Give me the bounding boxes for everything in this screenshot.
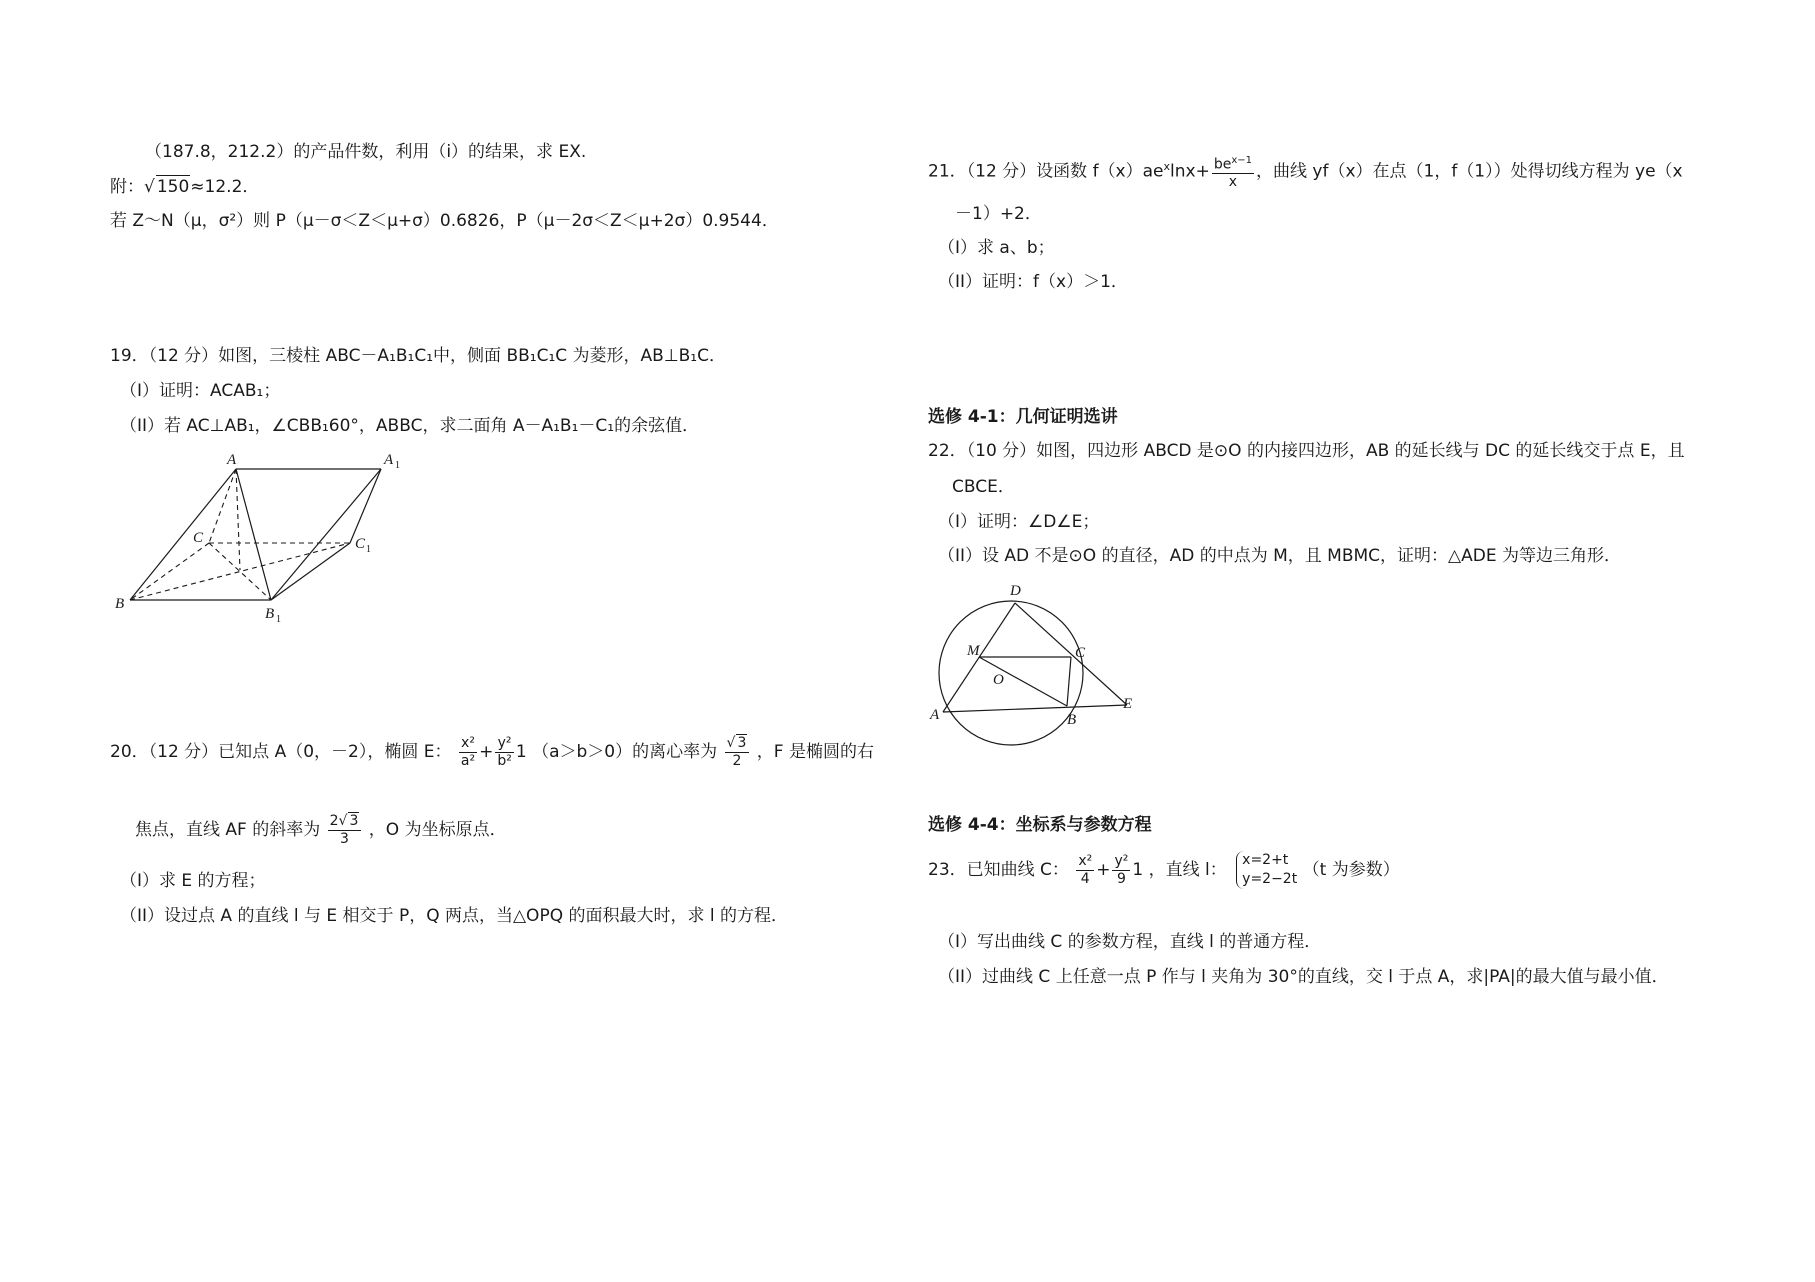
q22-line2: CBCE． xyxy=(952,477,1015,497)
label-A1: A xyxy=(384,452,394,468)
curve-x2: x² xyxy=(1078,852,1093,869)
q23-stem-a: 23．已知曲线 C： xyxy=(928,860,1069,880)
curve-y-term xyxy=(1112,853,1130,888)
appendix-prefix: 附： xyxy=(110,177,144,197)
ecc-num: 3 xyxy=(737,735,747,751)
q21-line2: －1）+2． xyxy=(955,204,1042,224)
label-A: A xyxy=(930,707,940,723)
section-4-4-heading: 选修 4-4：坐标系与参数方程 xyxy=(928,815,1152,835)
label-B1: B xyxy=(265,606,275,622)
ecc-den: 2 xyxy=(732,753,742,769)
q21-part2: （II）证明：f（x）＞1． xyxy=(938,272,1128,292)
label-E: E xyxy=(1123,696,1133,712)
curve-d2: 9 xyxy=(1116,870,1126,887)
q23-stem-b: ，直线 l： xyxy=(1148,860,1227,880)
ellipse-one: 1 xyxy=(515,742,527,762)
q20-part1: （I）求 E 的方程； xyxy=(120,871,266,891)
q21-frac-num: be xyxy=(1213,156,1232,173)
ellipse-x-term xyxy=(459,735,477,770)
q21-stem-b: lnx+ xyxy=(1170,161,1210,182)
q20-line2 xyxy=(135,808,507,852)
label-C: C xyxy=(193,530,204,546)
q20-stem-a: 20．（12 分）已知点 A（0，－2），椭圆 E： xyxy=(110,742,452,762)
q20-line2-b: ，O 为坐标原点． xyxy=(368,820,507,840)
label-C1: C xyxy=(355,536,366,552)
q20-stem-b: （a＞b＞0）的离心率为 xyxy=(532,742,718,762)
label-B: B xyxy=(115,596,125,612)
parametric-system xyxy=(1236,851,1297,889)
ellipse-x2: x² xyxy=(459,735,477,753)
circle-figure xyxy=(925,575,1150,755)
q21-stem-c: ，曲线 yf（x）在点（1，f（1））处得切线方程为 ye（x xyxy=(1256,161,1683,182)
q22-part2: （II）设 AD 不是⊙O 的直径，AD 的中点为 M，且 MBMC，证明：△ADE 为等边三角形． xyxy=(938,546,1621,566)
appendix-suffix: ≈12.2． xyxy=(190,177,260,197)
q21-stem-a: 21．（12 分）设函数 f（x）ae xyxy=(928,161,1164,182)
label-A1-sub: 1 xyxy=(395,460,400,471)
q21-part1: （I）求 a、b； xyxy=(938,238,1055,258)
q23-param-note: （t 为参数） xyxy=(1302,860,1400,880)
q21-stem xyxy=(928,145,1683,194)
slope-coef: 2 xyxy=(329,813,339,829)
appendix-line: 附：√ 150≈12.2． xyxy=(110,177,260,197)
slope-frac: $\frac{2√ 3}{3}$ xyxy=(328,812,362,848)
q23-stem xyxy=(928,848,1400,892)
q20-part2: （II）设过点 A 的直线 l 与 E 相交于 P，Q 两点，当△OPQ 的面积最大时，求 l 的方程． xyxy=(120,906,789,926)
label-M: M xyxy=(967,643,980,659)
curve-y2: y² xyxy=(1114,852,1129,869)
prism-figure xyxy=(105,448,415,628)
q22-stem: 22．（10 分）如图，四边形 ABCD 是⊙O 的内接四边形，AB 的延长线与 DC 的延长线交于点 E，且 xyxy=(928,441,1685,461)
curve-d1: 4 xyxy=(1080,870,1090,887)
q21-stem-sup: x xyxy=(1163,160,1171,173)
label-C1-sub: 1 xyxy=(366,544,371,555)
ellipse-b2: b² xyxy=(497,752,512,769)
label-C: C xyxy=(1075,645,1086,661)
q20-stem xyxy=(110,730,874,774)
q19-stem: 19．（12 分）如图，三棱柱 ABC－A₁B₁C₁中，侧面 BB₁C₁C 为菱形，AB⊥B₁C． xyxy=(110,346,726,366)
curve-x-term xyxy=(1076,853,1094,888)
q23-part1: （I）写出曲线 C 的参数方程，直线 l 的普通方程． xyxy=(938,932,1322,952)
curve-plus: + xyxy=(1096,860,1111,880)
q21-frac-sup: x−1 xyxy=(1231,154,1252,166)
label-B: B xyxy=(1067,712,1077,728)
normal-distribution-note: 若 Z～N（μ，σ²）则 P（μ－σ＜Z＜μ+σ）0.6826，P（μ－2σ＜Z＜μ+2σ）0.9544． xyxy=(110,211,779,231)
q19-part2: （II）若 AC⊥AB₁，∠CBB₁60°，ABBC，求二面角 A－A₁B₁－C₁的余弦值． xyxy=(120,416,700,436)
q21-frac xyxy=(1212,152,1254,192)
label-D: D xyxy=(1010,583,1021,599)
ellipse-a2: a² xyxy=(460,752,476,769)
q22-part1: （I）证明：∠D∠E； xyxy=(938,512,1100,532)
label-A: A xyxy=(227,452,237,468)
eccentricity-frac: $\frac{√ 3}{2}$ xyxy=(725,734,750,770)
q20-line2-a: 焦点，直线 AF 的斜率为 xyxy=(135,820,321,840)
ellipse-y2: y² xyxy=(495,735,514,753)
q20-stem-c: ，F 是椭圆的右 xyxy=(756,742,874,762)
ellipse-plus: + xyxy=(479,742,494,762)
slope-rad: 3 xyxy=(349,813,359,829)
param-eq-y: y=2−2t xyxy=(1242,871,1298,887)
section-4-1-heading: 选修 4-1：几何证明选讲 xyxy=(928,407,1118,427)
ellipse-y-term xyxy=(495,735,514,770)
param-eq-x: x=2+t xyxy=(1242,852,1289,868)
q21-frac-den: x xyxy=(1228,174,1238,191)
label-B1-sub: 1 xyxy=(276,614,281,625)
q19-part1: （I）证明：ACAB₁； xyxy=(120,381,281,401)
appendix-sqrt: 150 xyxy=(156,177,190,197)
label-O: O xyxy=(993,672,1004,688)
slope-den: 3 xyxy=(340,831,349,847)
curve-one: 1 xyxy=(1132,860,1144,880)
prev-question-continuation: （187.8，212.2）的产品件数，利用（i）的结果，求 EX. xyxy=(145,142,587,162)
q23-part2: （II）过曲线 C 上任意一点 P 作与 l 夹角为 30°的直线，交 l 于点 A，求|PA|的最大值与最小值． xyxy=(938,967,1669,987)
